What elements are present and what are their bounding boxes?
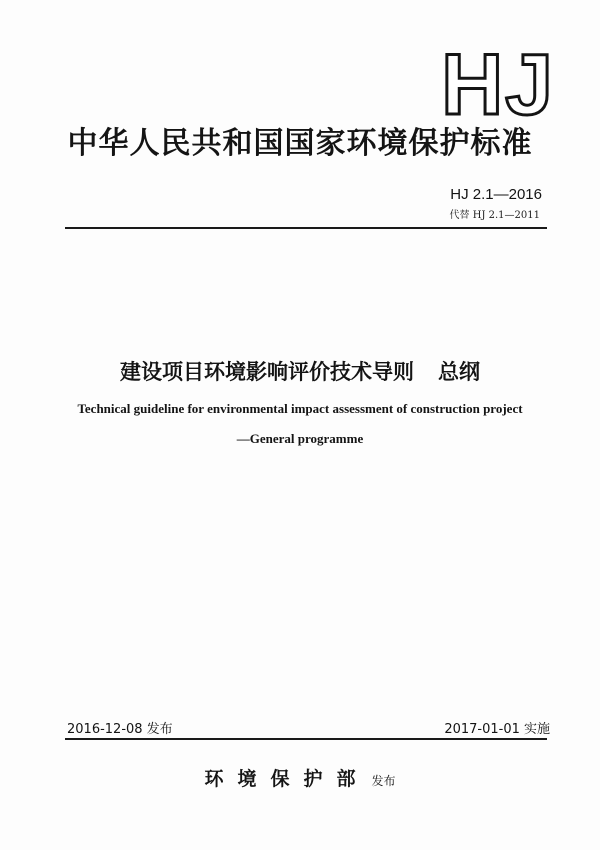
- document-title-zh: [0, 356, 600, 386]
- hj-logo: HJ: [441, 37, 555, 133]
- org-title: 中华人民共和国国家环境保护标准: [67, 126, 533, 161]
- publisher-name: 环境保护部: [204, 768, 370, 790]
- bottom-divider: [65, 738, 547, 740]
- publisher-action: 发布: [371, 774, 396, 788]
- document-title-en: Technical guideline for environmental impact assessment of construction project: [77, 401, 523, 416]
- top-divider: [65, 227, 547, 229]
- document-title-zh-sub: 总纲: [438, 360, 480, 384]
- document-subtitle-en: —General programme: [236, 431, 364, 446]
- replaces-note: 代替 HJ 2.1—2011: [449, 210, 540, 221]
- standard-code: HJ 2.1—2016: [450, 186, 542, 203]
- document-title-zh-main: 建设项目环境影响评价技术导则: [120, 360, 414, 384]
- implementation-date: 2017-01-01 实施: [444, 722, 550, 737]
- publisher-line: [0, 764, 600, 791]
- issue-date: 2016-12-08 发布: [67, 722, 173, 737]
